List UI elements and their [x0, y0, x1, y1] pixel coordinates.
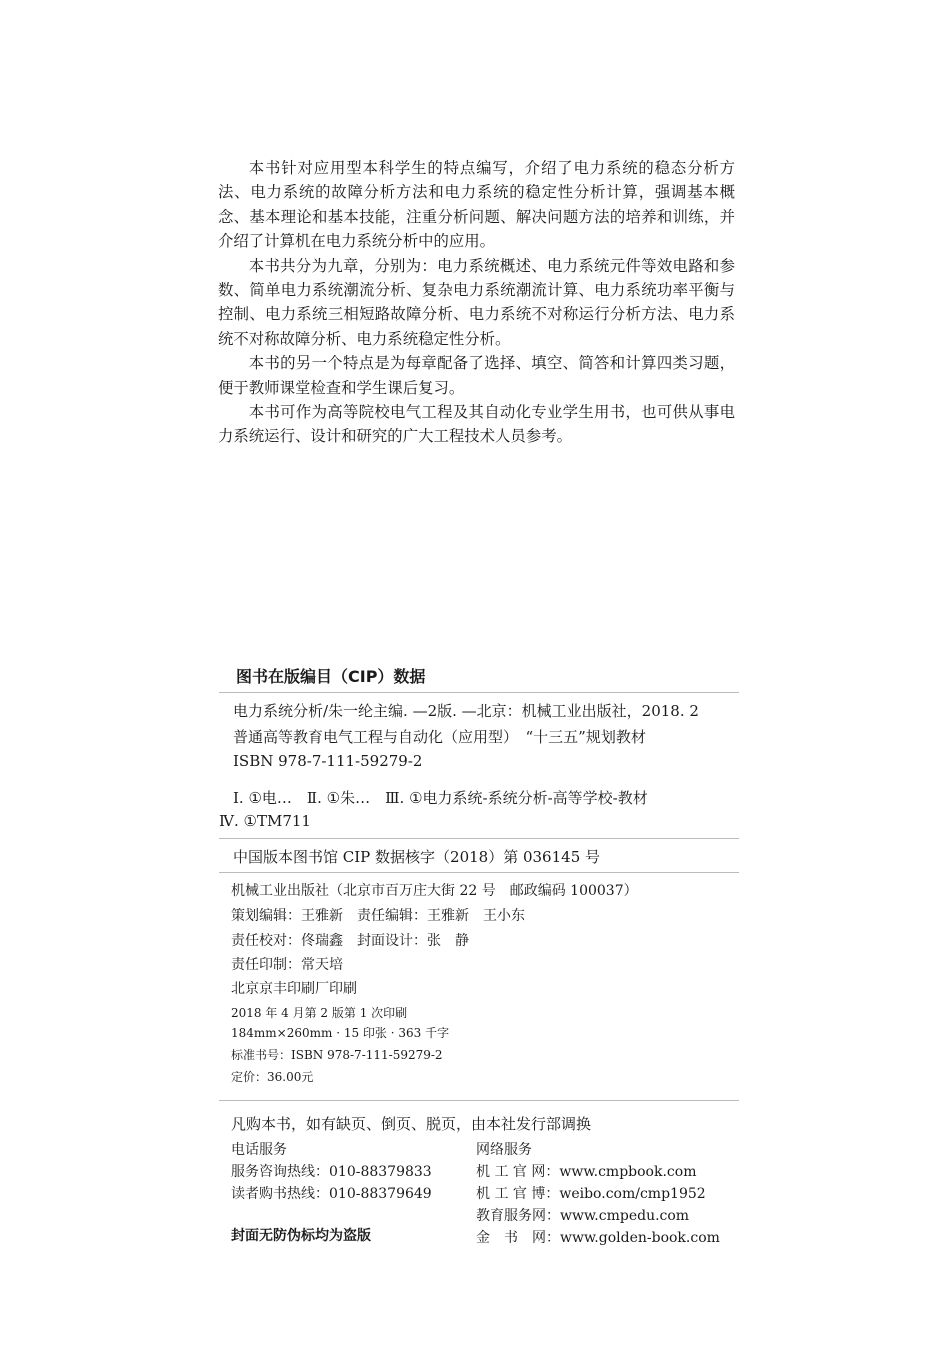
- cip-line: 普通高等教育电气工程与自动化（应用型） “十三五”规划教材: [233, 728, 646, 746]
- cip-line: 电力系统分析/朱一纶主编. —2版. —北京：机械工业出版社，2018. 2: [233, 702, 699, 720]
- cip-data-number: 中国版本图书馆 CIP 数据核字（2018）第 036145 号: [233, 848, 601, 866]
- isbn: 标准书号：ISBN 978-7-111-59279-2: [231, 1048, 443, 1062]
- edition: 2018 年 4 月第 2 版第 1 次印刷: [231, 1006, 408, 1020]
- anti-counterfeit-notice: 封面无防伪标均为盗版: [231, 1228, 371, 1244]
- proofreader-designer: 责任校对：佟瑞鑫 封面设计：张 静: [231, 933, 469, 949]
- intro-paragraph: 本书针对应用型本科学生的特点编写，介绍了电力系统的稳态分析方法、电力系统的故障分析方法和电力系统的稳定性分析计算，强调基本概念、基本理论和基本技能，注重分析问题、解决问题方法的培养和训练，并介绍了计算机在电力系统分析中的应用。: [218, 159, 735, 251]
- web-weibo[interactable]: 机 工 官 博：weibo.com/cmp1952: [476, 1186, 706, 1202]
- phone-reader: 读者购书热线：010-88379649: [231, 1186, 432, 1202]
- phone-service-header: 电话服务: [231, 1142, 287, 1158]
- web-service-header: 网络服务: [476, 1142, 532, 1158]
- cip-line: Ⅳ. ①TM711: [219, 812, 311, 830]
- intro-paragraph: 本书可作为高等院校电气工程及其自动化专业学生用书，也可供从事电力系统运行、设计和研究的广大工程技术人员参考。: [218, 403, 735, 446]
- price: 定价：36.00元: [231, 1070, 314, 1084]
- cip-title: 图书在版编目（CIP）数据: [236, 667, 426, 686]
- divider: [219, 692, 739, 693]
- divider: [219, 1100, 739, 1101]
- editors: 策划编辑：王雅新 责任编辑：王雅新 王小东: [231, 908, 525, 924]
- printer: 北京京丰印刷厂印刷: [231, 981, 357, 997]
- exchange-notice: 凡购本书，如有缺页、倒页、脱页，由本社发行部调换: [231, 1115, 592, 1133]
- format: 184mm×260mm · 15 印张 · 363 千字: [231, 1026, 450, 1040]
- divider: [219, 838, 739, 839]
- cip-line: ISBN 978-7-111-59279-2: [233, 752, 423, 770]
- divider: [219, 872, 739, 873]
- intro-paragraph: 本书共分为九章，分别为：电力系统概述、电力系统元件等效电路和参数、简单电力系统潮流分析、复杂电力系统潮流计算、电力系统功率平衡与控制、电力系统三相短路故障分析、电力系统不对称运行分析方法、电力系统不对称故障分析、电力系统稳定性分析。: [218, 256, 735, 348]
- web-official[interactable]: 机 工 官 网：www.cmpbook.com: [476, 1164, 697, 1180]
- printing-manager: 责任印制：常天培: [231, 957, 343, 973]
- intro-paragraph: 本书的另一个特点是为每章配备了选择、填空、简答和计算四类习题，便于教师课堂检查和学生课后复习。: [218, 354, 735, 397]
- web-golden-book[interactable]: 金 书 网：www.golden-book.com: [476, 1230, 720, 1246]
- book-introduction: [218, 156, 735, 449]
- web-edu[interactable]: 教育服务网：www.cmpedu.com: [476, 1208, 690, 1224]
- phone-consult: 服务咨询热线：010-88379833: [231, 1164, 432, 1180]
- publisher-address: 机械工业出版社（北京市百万庄大街 22 号 邮政编码 100037）: [231, 883, 638, 899]
- cip-line: Ⅰ. ①电… Ⅱ. ①朱… Ⅲ. ①电力系统-系统分析-高等学校-教材: [233, 789, 648, 807]
